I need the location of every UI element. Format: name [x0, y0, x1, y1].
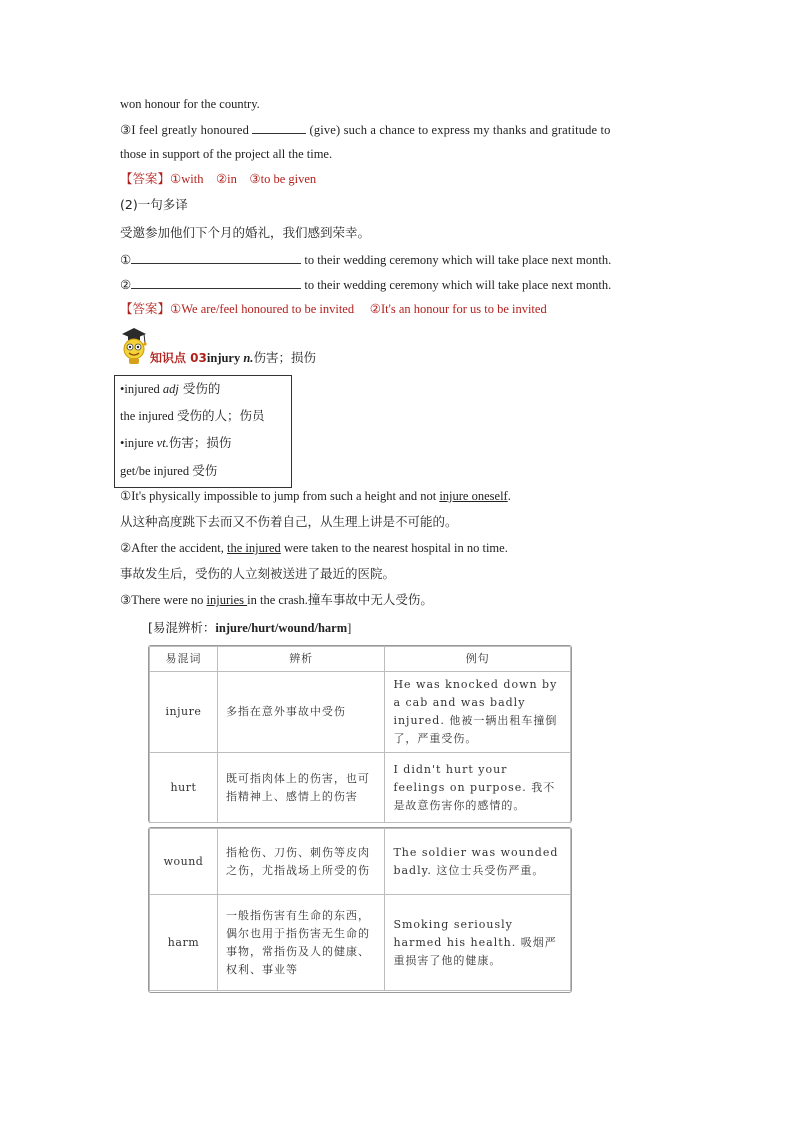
example-2: ②After the accident, the injured were taken to the nearest hospital in no time.	[120, 541, 508, 555]
word-form-line: •injure vt.伤害；损伤	[120, 435, 232, 450]
table-cell-example: I didn't hurt your feelings on purpose. 我不是故意伤害你的感情的。	[385, 753, 571, 823]
table-cell-desc: 既可指肉体上的伤害，也可指精神上、感情上的伤害	[217, 753, 385, 823]
table-cell-example: He was knocked down by a cab and was badly injured. 他被一辆出租车撞倒了，严重受伤。	[385, 672, 571, 753]
answer-blank	[131, 276, 301, 289]
answer-blank	[131, 251, 301, 264]
example-1: ①It's physically impossible to jump from such a height and not injure oneself.	[120, 489, 511, 503]
answer-line: 【答案】①with ②in ③to be given	[120, 171, 317, 186]
table-row	[150, 895, 571, 991]
table-cell-example: The soldier was wounded badly. 这位士兵受伤严重。	[385, 829, 571, 895]
section-heading: (2)一句多译	[120, 197, 188, 212]
table-cell-word: injure	[150, 672, 218, 753]
example-2-translation: 事故发生后，受伤的人立刻被送进了最近的医院。	[120, 566, 396, 581]
translation-blank-2: ② to their wedding ceremony which will take place next month.	[120, 278, 612, 292]
table-cell-desc: 多指在意外事故中受伤	[217, 672, 385, 753]
table-cell-word: hurt	[150, 753, 218, 823]
table-cell-desc: 指枪伤、刀伤、刺伤等皮肉之伤，尤指战场上所受的伤	[217, 829, 384, 895]
table-header: 例句	[385, 647, 571, 672]
table-row	[150, 829, 571, 895]
table-cell-word: wound	[150, 829, 218, 895]
comparison-table-2	[148, 827, 572, 993]
knowledge-point-heading: 知识点 03injury n.伤害；损伤	[150, 350, 316, 365]
translation-blank-1: ① to their wedding ceremony which will take place next month.	[120, 253, 612, 267]
comparison-table-1	[148, 645, 572, 823]
table-row	[150, 672, 571, 753]
example-3: ③There were no injuries in the crash.撞车事故中无人受伤。	[120, 592, 433, 607]
table-row	[150, 753, 571, 823]
example-1-translation: 从这种高度跳下去而又不伤着自己，从生理上讲是不可能的。	[120, 514, 458, 529]
confusion-heading: [易混辨析：injure/hurt/wound/harm]	[148, 620, 352, 635]
table-header-row	[150, 647, 571, 672]
table-cell-example: Smoking seriously harmed his health. 吸烟严重损害了他的健康。	[385, 895, 571, 991]
table-cell-desc: 一般指伤害有生命的东西，偶尔也用于指伤害无生命的事物，常指伤及人的健康、权利、事业等	[217, 895, 384, 991]
word-form-line: get/be injured 受伤	[120, 463, 218, 478]
table-header: 易混词	[150, 647, 218, 672]
table-cell-word: harm	[150, 895, 218, 991]
exercise-item-3: ③I feel greatly honoured (give) such a chance to express my thanks and gratitude to	[120, 123, 611, 137]
chinese-sentence: 受邀参加他们下个月的婚礼，我们感到荣幸。	[120, 225, 371, 240]
word-forms-box	[114, 375, 292, 488]
table-header: 辨析	[217, 647, 385, 672]
word-form-line: •injured adj 受伤的	[120, 381, 221, 396]
word-form-line: the injured 受伤的人；伤员	[120, 408, 265, 423]
answer-blank	[252, 121, 306, 134]
mascot-icon	[118, 326, 150, 366]
text-line: won honour for the country.	[120, 97, 260, 111]
text-line: those in support of the project all the time.	[120, 147, 333, 161]
answer-line: 【答案】①We are/feel honoured to be invited ②It's an honour for us to be invited	[120, 301, 547, 316]
